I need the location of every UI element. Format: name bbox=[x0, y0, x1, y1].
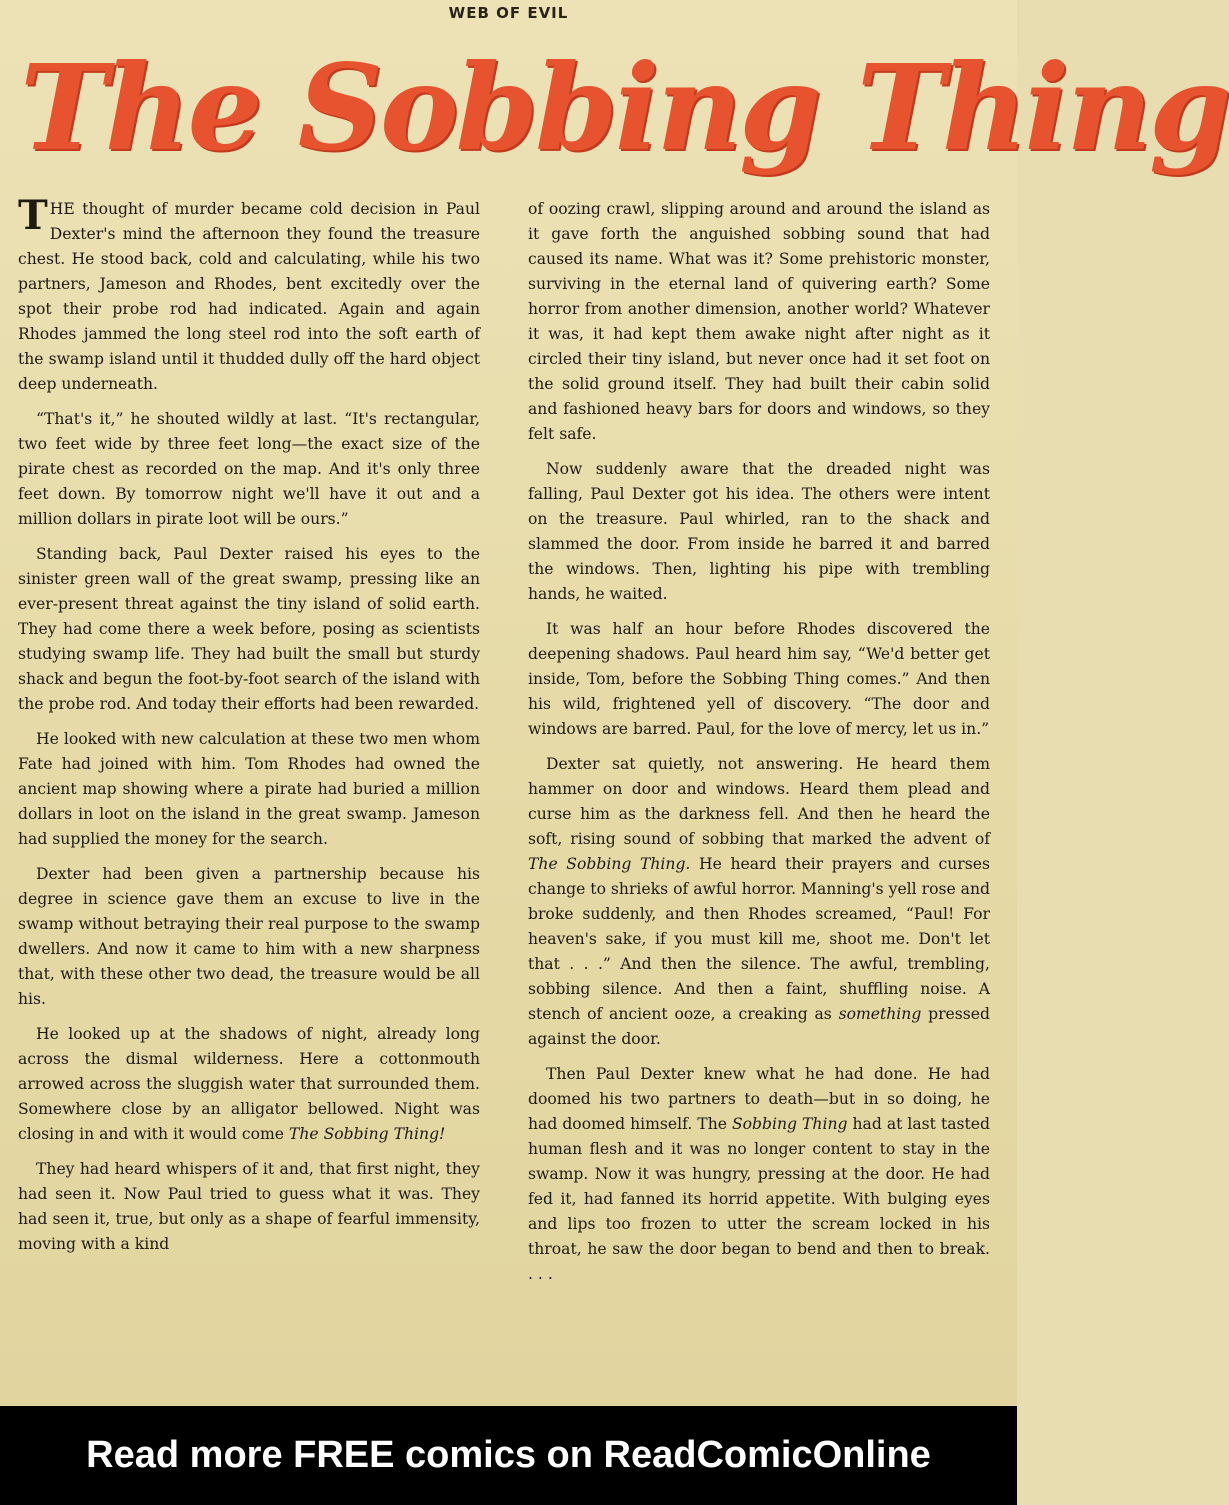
paragraph: Standing back, Paul Dexter raised his eyes to the sinister green wall of the great swamp, pressing like an ever-present threat against the tiny island of solid earth. They had come there a week before, posing as scientists studying swamp life. They had built the small but sturdy shack and begun the foot-by-foot search of the island with the probe rod. And today their efforts had been rewarded. bbox=[18, 545, 480, 713]
paragraph-text: He looked up at the shadows of night, already long across the dismal wilderness. Here a cottonmouth arrowed across the sluggish water that surrounded them. Somewhere close by an alligator bellowed. Night was closing in and with it would come bbox=[18, 1025, 480, 1143]
italic-title: The Sobbing Thing! bbox=[288, 1125, 446, 1143]
paragraph bbox=[18, 1022, 480, 1147]
paragraph: Dexter had been given a partnership because his degree in science gave them an excuse to live in the swamp without betraying their real purpose to the swamp dwellers. And now it came to him with a new sharpness that, with these other two dead, the treasure would be all his. bbox=[18, 865, 480, 1008]
left-column bbox=[18, 192, 480, 1267]
right-column bbox=[528, 197, 990, 1297]
paragraph bbox=[18, 192, 480, 397]
paragraph-text: Then Paul Dexter knew what he had done. He had doomed his two partners to death—but in so doing, he had doomed himself. The bbox=[528, 1065, 990, 1133]
paragraph: He looked with new calculation at these two men whom Fate had joined with him. Tom Rhodes had owned the ancient map showing where a pirate had buried a million dollars in loot on the island in the great swamp. Jameson had supplied the money for the search. bbox=[18, 730, 480, 848]
paragraph-text: HE thought of murder became cold decision in Paul Dexter's mind the afternoon they found the treasure chest. He stood back, cold and calculating, while his two partners, Jameson and Rhodes, bent excitedly over the spot their probe rod had indicated. Again and again Rhodes jammed the long steel rod into the soft earth of the swamp island until it thudded dully off the hard object deep underneath. bbox=[18, 200, 480, 393]
italic-title: Sobbing Thing bbox=[731, 1115, 848, 1133]
series-header: WEB OF EVIL bbox=[448, 4, 569, 22]
paragraph-text: had at last tasted human flesh and it was no longer content to stay in the swamp. Now it was hungry, pressing at the door. He had fed it, had fanned its horrid appetite. With bulging eyes and lips too frozen to utter the scream locked in his throat, he saw the door began to bend and then to break. . . . bbox=[528, 1115, 990, 1283]
promo-banner[interactable]: Read more FREE comics on ReadComicOnline bbox=[0, 1406, 1017, 1505]
paragraph-text: He heard their prayers and curses change to shrieks of awful horror. Manning's yell rose and broke suddenly, and then Rhodes screamed, “Paul! For heaven's sake, if you must kill me, shoot me. Don't let that . . .” And then the silence. The awful, trembling, sobbing silence. And then a faint, shuffling noise. A stench of ancient ooze, a creaking as bbox=[528, 855, 990, 1023]
paragraph-text: pressed against the door. bbox=[528, 1005, 990, 1048]
italic-word: something bbox=[838, 1005, 922, 1023]
paragraph: of oozing crawl, slipping around and around the island as it gave forth the anguished sobbing sound that had caused its name. What was it? Some prehistoric monster, surviving in the eternal land of quivering earth? Some horror from another dimension, another world? Whatever it was, it had kept them awake night after night as it circled their tiny island, but never once had it set foot on the solid ground itself. They had built their cabin solid and fashioned heavy bars for doors and windows, so they felt safe. bbox=[528, 200, 990, 443]
italic-title: The Sobbing Thing. bbox=[528, 855, 691, 873]
paragraph: Now suddenly aware that the dreaded night was falling, Paul Dexter got his idea. The others were intent on the treasure. Paul whirled, ran to the shack and slammed the door. From inside he barred it and barred the windows. Then, lighting his pipe with trembling hands, he waited. bbox=[528, 460, 990, 603]
paragraph bbox=[528, 1062, 990, 1287]
story-title: The Sobbing Thing bbox=[20, 38, 1229, 177]
paragraph: “That's it,” he shouted wildly at last. “It's rectangular, two feet wide by three feet long—the exact size of the pirate chest as recorded on the map. And it's only three feet down. By tomorrow night we'll have it out and a million dollars in pirate loot will be ours.” bbox=[18, 410, 480, 528]
paragraph: It was half an hour before Rhodes discovered the deepening shadows. Paul heard him say, “We'd better get inside, Tom, before the Sobbing Thing comes.” And then his wild, frightened yell of discovery. “The door and windows are barred. Paul, for the love of mercy, let us in.” bbox=[528, 620, 990, 738]
drop-cap: T bbox=[18, 192, 48, 239]
paragraph bbox=[528, 752, 990, 1052]
paragraph-text: Dexter sat quietly, not answering. He heard them hammer on door and windows. Heard them plead and curse him as the darkness fell. And then he heard the soft, rising sound of sobbing that marked the advent of bbox=[528, 755, 990, 848]
paragraph: They had heard whispers of it and, that first night, they had seen it. Now Paul tried to guess what it was. They had seen it, true, but only as a shape of fearful immensity, moving with a kind bbox=[18, 1160, 480, 1253]
